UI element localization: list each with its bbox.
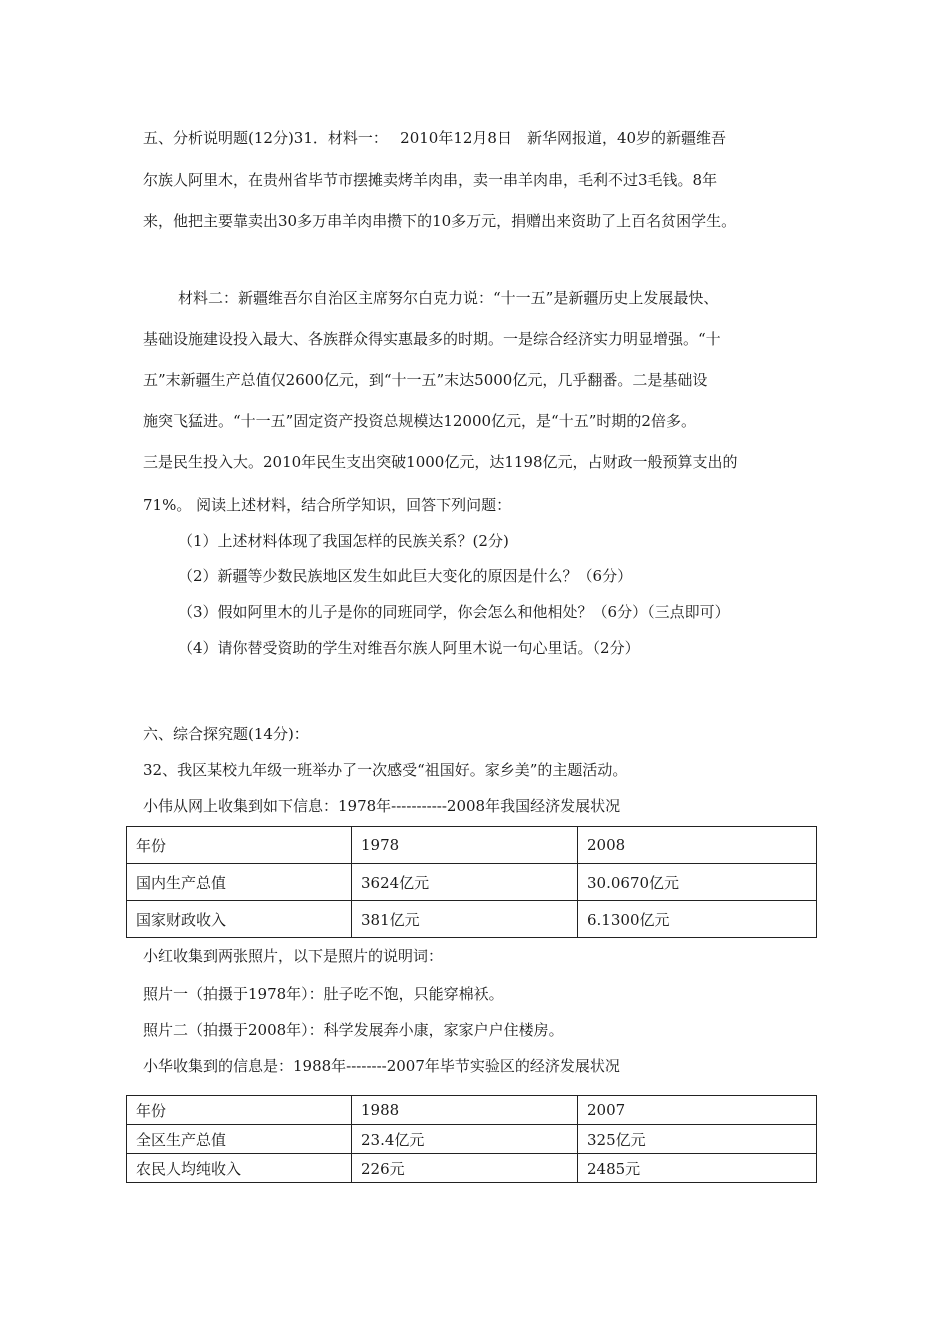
material-two-line-1: 材料二：新疆维吾尔自治区主席努尔白克力说：“十一五”是新疆历史上发展最快、 [178,289,719,307]
table-cell: 6.1300亿元 [578,901,817,938]
question-4: （4）请你替受资助的学生对维吾尔族人阿里木说一句心里话。（2分） [178,639,640,657]
table-cell: 226元 [352,1154,578,1183]
table-cell: 年份 [127,1096,352,1125]
table-cell: 年份 [127,827,352,864]
photo-one-caption: 照片一（拍摄于1978年）：肚子吃不饱，只能穿棉袄。 [143,985,504,1003]
table-cell: 1988 [352,1096,578,1125]
table-cell: 30.0670亿元 [578,864,817,901]
table-cell: 农民人均纯收入 [127,1154,352,1183]
table-cell: 23.4亿元 [352,1125,578,1154]
question-2: （2）新疆等少数民族地区发生如此巨大变化的原因是什么？（6分） [178,567,633,585]
table-row [127,864,817,901]
table-cell: 1978 [352,827,578,864]
material-two-line-2: 基础设施建设投入最大、各族群众得实惠最多的时期。一是综合经济实力明显增强。“十 [143,330,721,348]
economy-table-1978-2008 [126,826,817,938]
material-one-line-2: 尔族人阿里木，在贵州省毕节市摆摊卖烤羊肉串，卖一串羊肉串，毛利不过3毛钱。8年 [143,171,718,189]
table-cell: 381亿元 [352,901,578,938]
xiaohua-info: 小华收集到的信息是：1988年--------2007年毕节实验区的经济发展状况 [143,1057,620,1075]
table-header-row [127,1096,817,1125]
xiaohong-info: 小红收集到两张照片，以下是照片的说明词： [143,947,444,965]
table-cell: 3624亿元 [352,864,578,901]
xiaowei-info: 小伟从网上收集到如下信息：1978年-----------2008年我国经济发展状况 [143,797,621,815]
table-cell: 325亿元 [578,1125,817,1154]
bijie-economy-table-1988-2007 [126,1095,817,1183]
question-1: （1）上述材料体现了我国怎样的民族关系？(2分) [178,532,509,550]
table-row [127,901,817,938]
table-cell: 2485元 [578,1154,817,1183]
table-row [127,1154,817,1183]
material-two-line-4: 施突飞猛进。“十一五”固定资产投资总规模达12000亿元，是“十五”时期的2倍多。 [143,412,696,430]
question-3: （3）假如阿里木的儿子是你的同班同学，你会怎么和他相处？（6分）（三点即可） [178,603,730,621]
table-cell: 国内生产总值 [127,864,352,901]
material-one-line-3: 来，他把主要靠卖出30多万串羊肉串攒下的10多万元，捐赠出来资助了上百名贫困学生。 [143,212,737,230]
table-cell: 2008 [578,827,817,864]
table-cell: 全区生产总值 [127,1125,352,1154]
question-32: 32、我区某校九年级一班举办了一次感受“祖国好。家乡美”的主题活动。 [143,761,628,779]
table-cell: 2007 [578,1096,817,1125]
material-one-line-1: 五、分析说明题(12分)31．材料一： 2010年12月8日 新华网报道，40岁的新疆维吾 [143,129,727,147]
material-two-line-6: 71%。 阅读上述材料，结合所学知识，回答下列问题： [143,496,512,514]
photo-two-caption: 照片二（拍摄于2008年）：科学发展奔小康，家家户户住楼房。 [143,1021,564,1039]
table-header-row [127,827,817,864]
table-row [127,1125,817,1154]
section-six-title: 六、综合探究题(14分)： [143,725,309,743]
material-two-line-5: 三是民生投入大。2010年民生支出突破1000亿元，达1198亿元，占财政一般预算支出的 [143,453,738,471]
material-two-line-3: 五”末新疆生产总值仅2600亿元，到“十一五”末达5000亿元，几乎翻番。二是基础设 [143,371,708,389]
table-cell: 国家财政收入 [127,901,352,938]
